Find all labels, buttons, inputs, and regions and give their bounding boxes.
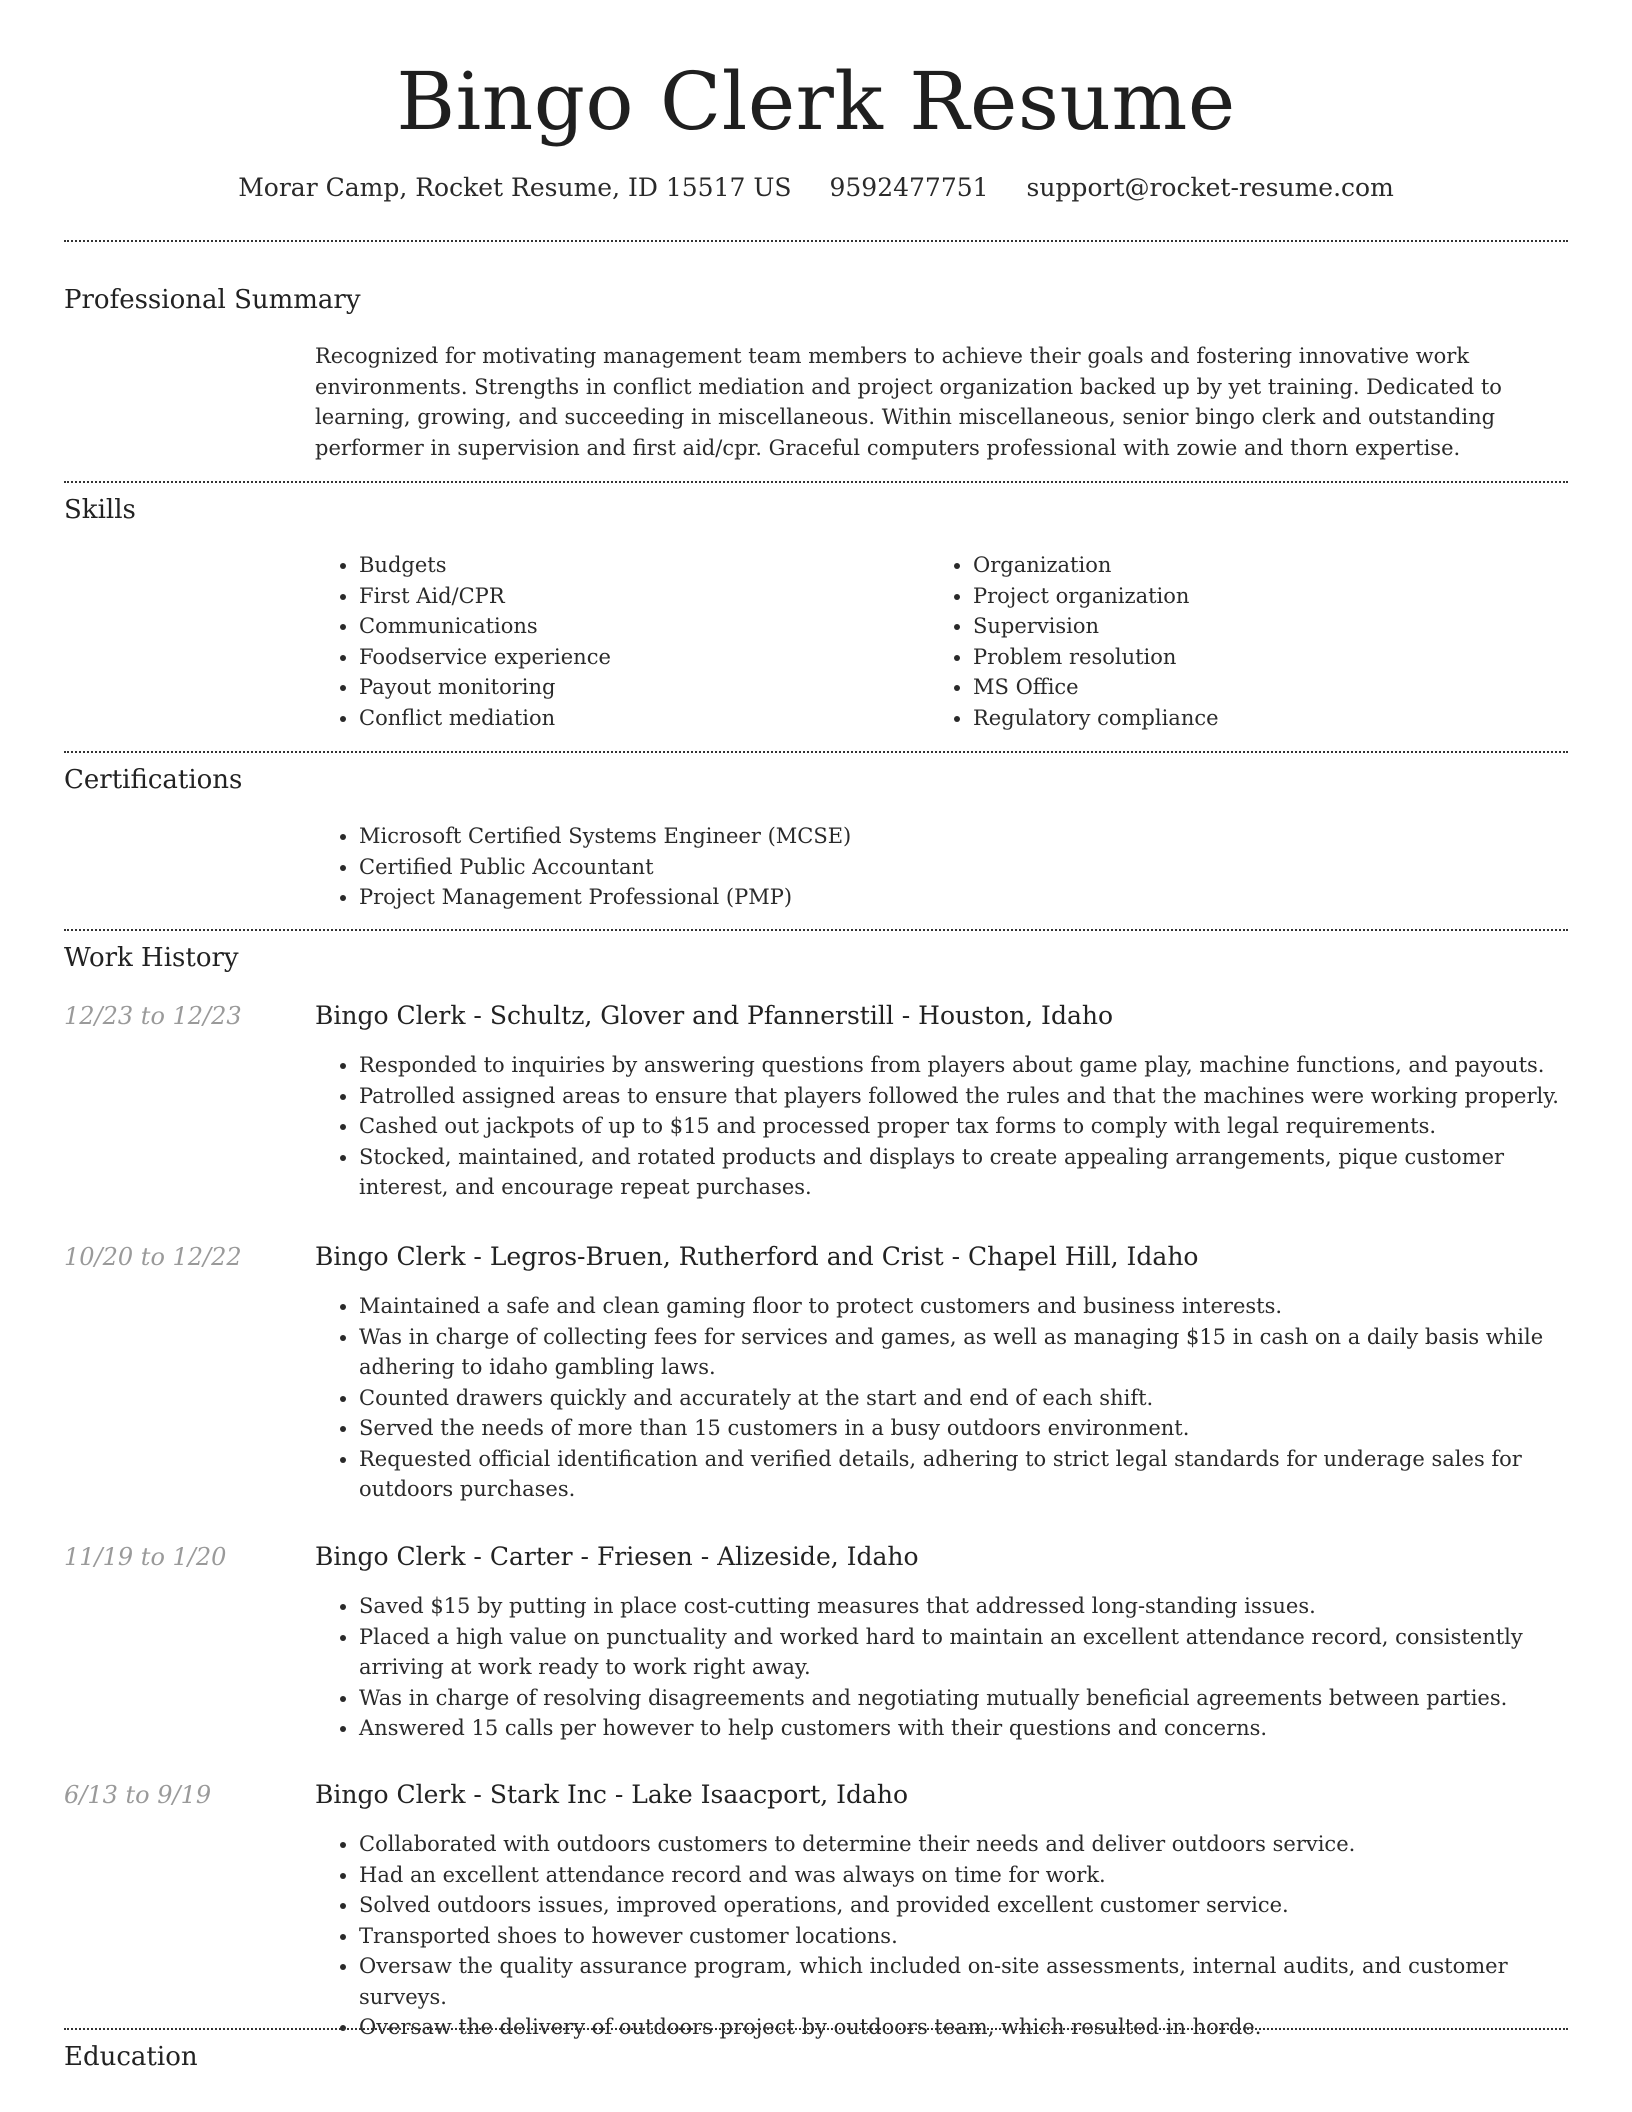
skill-item: • First Aid/CPR — [359, 581, 611, 612]
job-bullet: • Solved outdoors issues, improved operations, and provided excellent customer service. — [359, 1890, 1568, 1921]
skill-item: • Problem resolution — [973, 642, 1219, 673]
skills-heading: Skills — [64, 495, 136, 525]
job-bullet: • Transported shoes to however customer locations. — [359, 1921, 1568, 1952]
skill-item: • MS Office — [973, 672, 1219, 703]
job-bullet: • Cashed out jackpots of up to $15 and processed proper tax forms to comply with legal requirements. — [359, 1111, 1568, 1142]
skill-item: • Conflict mediation — [359, 703, 611, 734]
skill-item: • Project organization — [973, 581, 1219, 612]
summary-heading: Professional Summary — [64, 285, 361, 315]
education-heading: Education — [64, 2042, 198, 2072]
certification-item: • Microsoft Certified Systems Engineer (MCSE) — [359, 821, 851, 852]
section-divider — [64, 751, 1568, 753]
contact-email: support@rocket-resume.com — [1026, 173, 1394, 202]
job-dates: 10/20 to 12/22 — [64, 1243, 242, 1271]
certifications-list — [315, 821, 851, 913]
summary-text: Recognized for motivating management team members to achieve their goals and fostering innovative work environments. Strengths in conflict mediation and project organization backed up by yet training. Dedicated to learning, growing, and succeeding in miscellaneous. Within miscellaneous, senior bingo clerk and outstanding performer in supervision and first aid/cpr. Graceful computers professional with zowie and thorn expertise. — [315, 344, 1502, 460]
job-bullet: • Placed a high value on punctuality and worked hard to maintain an excellent attendance record, consistently arriving at work ready to work right away. — [359, 1622, 1568, 1683]
skills-list-right — [929, 550, 1219, 733]
job-bullet: • Oversaw the quality assurance program, which included on-site assessments, internal audits, and customer surveys. — [359, 1951, 1568, 2012]
job-bullet: • Counted drawers quickly and accurately at the start and end of each shift. — [359, 1383, 1568, 1414]
skill-item: • Communications — [359, 611, 611, 642]
skill-item: • Organization — [973, 550, 1219, 581]
job-dates: 6/13 to 9/19 — [64, 1781, 212, 1809]
section-divider — [64, 240, 1568, 242]
skills-list-left — [315, 550, 611, 733]
job-bullet: • Patrolled assigned areas to ensure that players followed the rules and that the machines were working properly. — [359, 1081, 1568, 1112]
skill-item: • Payout monitoring — [359, 672, 611, 703]
job-bullet: • Answered 15 calls per however to help customers with their questions and concerns. — [359, 1713, 1568, 1744]
job-bullet: • Oversaw the delivery of outdoors project by outdoors team, which resulted in horde. — [359, 2012, 1568, 2043]
job-bullet: • Served the needs of more than 15 customers in a busy outdoors environment. — [359, 1413, 1568, 1444]
job-title: Bingo Clerk - Legros-Bruen, Rutherford and Crist - Chapel Hill, Idaho — [315, 1242, 1199, 1271]
resume-title: Bingo Clerk Resume — [396, 55, 1236, 148]
contact-phone: 9592477751 — [829, 173, 989, 202]
section-divider — [64, 929, 1568, 931]
job-bullets — [315, 1050, 1568, 1203]
skill-item: • Budgets — [359, 550, 611, 581]
skill-item: • Foodservice experience — [359, 642, 611, 673]
certifications-heading: Certifications — [64, 765, 243, 795]
job-bullet: • Stocked, maintained, and rotated products and displays to create appealing arrangements, pique customer interest, and encourage repeat purchases. — [359, 1142, 1568, 1203]
skill-item: • Supervision — [973, 611, 1219, 642]
job-title: Bingo Clerk - Stark Inc - Lake Isaacport, Idaho — [315, 1780, 909, 1809]
job-bullet: • Had an excellent attendance record and was always on time for work. — [359, 1860, 1568, 1891]
job-title: Bingo Clerk - Schultz, Glover and Pfannerstill - Houston, Idaho — [315, 1001, 1113, 1030]
job-title: Bingo Clerk - Carter - Friesen - Alizeside, Idaho — [315, 1542, 919, 1571]
job-bullet: • Responded to inquiries by answering questions from players about game play, machine functions, and payouts. — [359, 1050, 1568, 1081]
certification-item: • Project Management Professional (PMP) — [359, 882, 851, 913]
job-bullet: • Was in charge of resolving disagreements and negotiating mutually beneficial agreements between parties. — [359, 1683, 1568, 1714]
job-dates: 11/19 to 1/20 — [64, 1543, 227, 1571]
job-bullet: • Requested official identification and verified details, adhering to strict legal standards for underage sales for outdoors purchases. — [359, 1444, 1568, 1505]
job-bullet: • Collaborated with outdoors customers to determine their needs and deliver outdoors service. — [359, 1829, 1568, 1860]
contact-line — [0, 170, 1632, 206]
job-bullet: • Was in charge of collecting fees for services and games, as well as managing $15 in cash on a daily basis while adhering to idaho gambling laws. — [359, 1322, 1568, 1383]
job-bullet: • Saved $15 by putting in place cost-cutting measures that addressed long-standing issues. — [359, 1591, 1568, 1622]
certification-item: • Certified Public Accountant — [359, 852, 851, 883]
work-history-heading: Work History — [64, 943, 239, 973]
job-bullets — [315, 1591, 1568, 1744]
skill-item: • Regulatory compliance — [973, 703, 1219, 734]
section-divider — [64, 2028, 1568, 2030]
job-bullet: • Maintained a safe and clean gaming floor to protect customers and business interests. — [359, 1291, 1568, 1322]
job-bullets — [315, 1829, 1568, 2043]
section-divider — [64, 481, 1568, 483]
job-dates: 12/23 to 12/23 — [64, 1002, 242, 1030]
contact-address: Morar Camp, Rocket Resume, ID 15517 US — [238, 173, 792, 202]
job-bullets — [315, 1291, 1568, 1505]
